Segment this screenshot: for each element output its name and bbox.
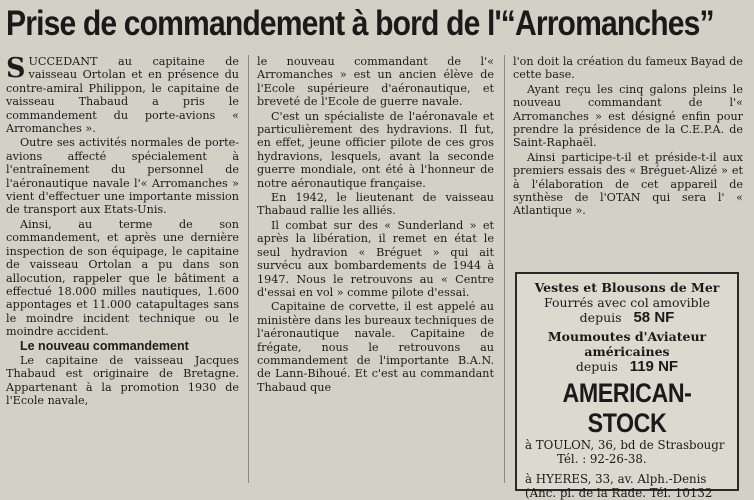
paragraph: Ayant reçu les cinq galons pleins le nouveau commandant de l'« Arromanches » est désigné enfin pour prendre la présidence de la C.E.P.A. de Saint-Raphaël.: [513, 82, 743, 150]
ad-brand-name: AMERICAN-STOCK: [562, 378, 692, 438]
ad-price: 58 NF: [633, 309, 675, 326]
ad-phone: Tél. : 92-26-38.: [557, 452, 647, 466]
article-column-2: [257, 55, 494, 395]
ad-line: Fourrés avec col amovible: [544, 295, 710, 310]
ad-line: américaines: [584, 344, 670, 359]
advertisement-box: [515, 272, 739, 500]
paragraph: l'on doit la création du fameux Bayad de cette base.: [513, 55, 743, 82]
ad-address: à TOULON, 36, bd de Strasbougr: [525, 438, 725, 452]
paragraph: SUCCEDANT au capitaine de vaisseau Ortolan et en présence du contre-amiral Philippon, le capitaine de vaisseau Thabaud a pris le commandement du porte-avions « Arromanches ».: [6, 53, 239, 136]
column-divider: [504, 55, 505, 483]
paragraph: Outre ses activités normales de porte-avions affecté spécialement à l'entraînement du personnel de l'aéronautique navale l'« Arromanches » vient d'effectuer une importante mission de transport aux Etats-Unis.: [6, 136, 239, 217]
article-column-1: [6, 55, 239, 409]
paragraph: le nouveau commandant de l'« Arromanches » est un ancien élève de l'Ecole supérieure d'aéronautique, et breveté de l'Ecole de guerre navale.: [257, 55, 494, 109]
ad-price: 119 NF: [629, 358, 679, 375]
paragraph: Le capitaine de vaisseau Jacques Thabaud est originaire de Bretagne. Appartenant à la promotion 1930 de l'Ecole navale,: [6, 353, 239, 408]
drop-cap: S: [6, 53, 26, 84]
column-divider: [248, 55, 249, 483]
ad-address: à HYERES, 33, av. Alph.-Denis: [525, 472, 707, 486]
section-subheading: Le nouveau commandement: [20, 338, 189, 353]
paragraph: Capitaine de corvette, il est appelé au ministère dans les bureaux techniques de l'aéronautique navale. Capitaine de frégate, nous le retrouvons au commandement de l'importante B.A.N. de Lann-Bihoué. Et c'est au commandant Thabaud que: [257, 300, 494, 394]
ad-price-line: depuis 119 NF: [575, 358, 679, 375]
paragraph: Ainsi participe-t-il et préside-t-il aux premiers essais des « Bréguet-Alizé » et à l'élaboration de cet appareil de synthèse de l'OTAN qui sera l' « Atlantique ».: [513, 150, 743, 218]
paragraph: Il combat sur des « Sunderland » et après la libération, il remet en état le seul hydravion « Bréguet » qui ait survécu aux bombardements de 1944 à 1947. Nous le retrouvons au « Centre d'essai en vol » comme pilote d'essai.: [257, 218, 494, 299]
ad-line: Moumoutes d'Aviateur: [547, 329, 707, 344]
article-headline: Prise de commandement à bord de l'“Arromanches”: [6, 4, 714, 43]
ad-address: (Anc. pl. de la Rade. Tél. 10132: [525, 486, 713, 500]
ad-price-line: depuis 58 NF: [579, 309, 675, 326]
paragraph: C'est un spécialiste de l'aéronavale et particulièrement des hydravions. Il fut, en effet, jeune officier pilote de ces gros hydravions, lesquels, avant la seconde guerre mondiale, ont été à l'honneur de notre aéronautique française.: [257, 109, 494, 190]
article-column-3: [513, 55, 743, 219]
paragraph: En 1942, le lieutenant de vaisseau Thabaud rallie les alliés.: [257, 191, 494, 218]
ad-line: Vestes et Blousons de Mer: [534, 280, 720, 295]
paragraph: Ainsi, au terme de son commandement, et après une dernière inspection de son équipage, le capitaine de vaisseau Ortolan a pu dans son allocution, rappeler que le bâtiment a effectué 18.000 milles nautiques, 1.600 appontages et 11.000 catapultages sans le moindre incident technique ou le moindre accident.: [6, 217, 239, 339]
